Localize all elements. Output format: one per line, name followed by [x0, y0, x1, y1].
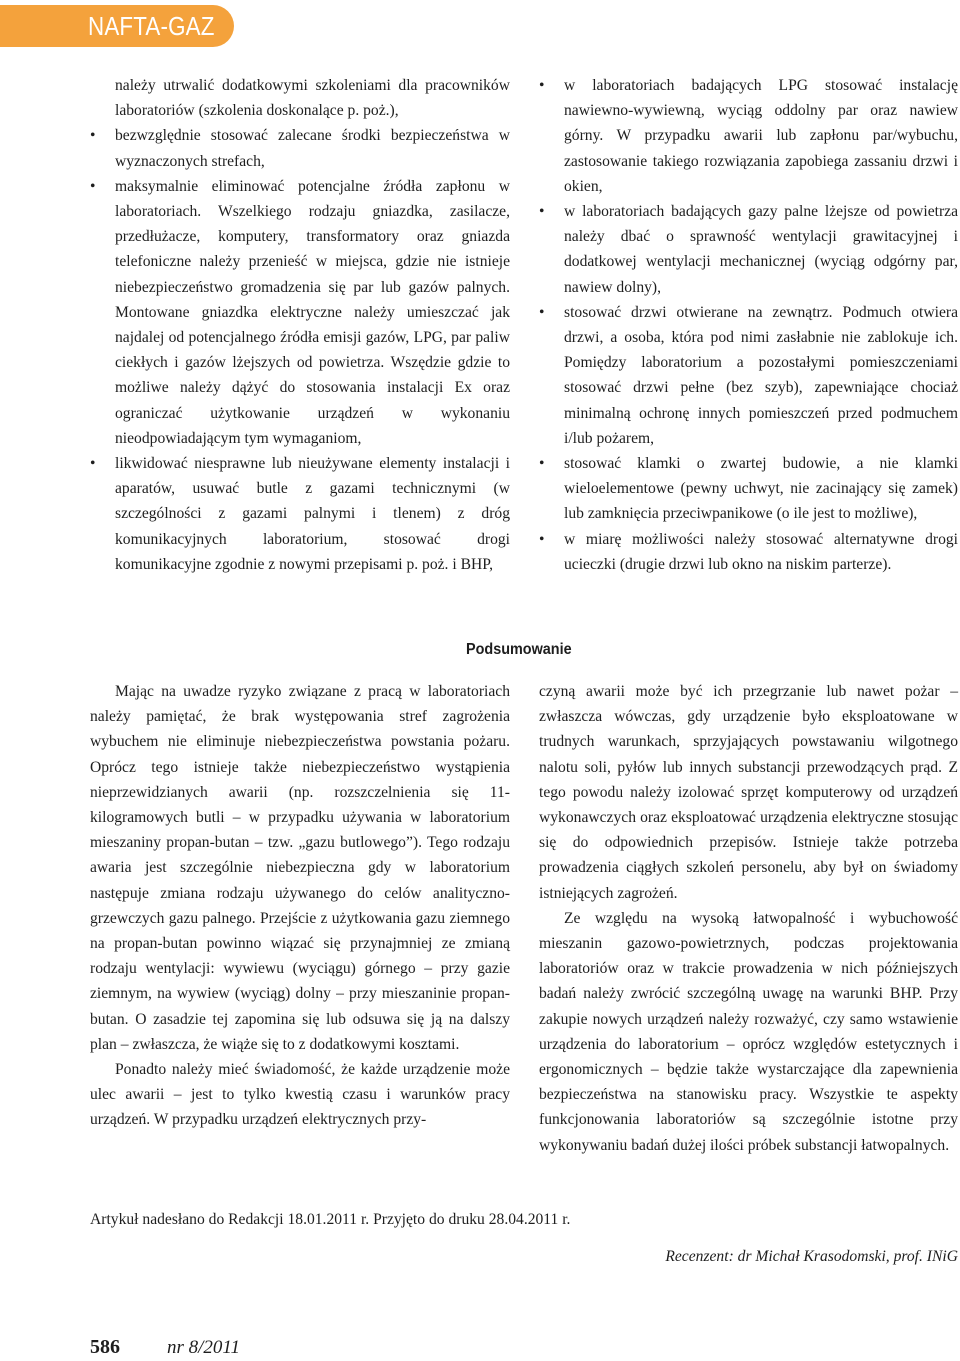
section-heading: Podsumowanie — [466, 641, 572, 658]
list-item: • bezwzględnie stosować zalecane środki bezpieczeństwa w wyznaczonych strefach, — [90, 123, 510, 173]
column-left-top — [90, 73, 510, 577]
column-right-bottom — [539, 679, 958, 1158]
journal-title: NAFTA-GAZ — [88, 11, 215, 41]
list-item: • stosować klamki o zwartej budowie, a nie klamki wieloelementowe (pewny uchwyt, nie zacinający się zamek) lub zamknięcia przeciwpanikowe (o ile jest to możliwe), — [539, 451, 958, 527]
column-right-top — [539, 73, 958, 577]
paragraph: Ponadto należy mieć świadomość, że każde urządzenie może ulec awarii – jest to tylko kwestią czasu i warunków pracy urządzeń. W przypadku urządzeń elektrycznych przy- — [90, 1061, 510, 1129]
list-item: • w miarę możliwości należy stosować alternatywne drogi ucieczki (drugie drzwi lub okno na niskim parterze). — [539, 527, 958, 577]
list-item: • likwidować niesprawne lub nieużywane elementy instalacji i aparatów, usuwać butle z gazami technicznymi (w szczególności z gazami palnymi i tlenem) z dróg komunikacyjnych laboratorium, stosować drogi komunikacyjne zgodnie z nowymi przepisami p. poż. i BHP, — [90, 451, 510, 577]
column-left-bottom — [90, 679, 510, 1133]
reviewer-note: Recenzent: dr Michał Krasodomski, prof. INiG — [665, 1248, 958, 1265]
list-item: • stosować drzwi otwierane na zewnątrz. Podmuch otwiera drzwi, a osoba, która pod nimi zasłabnie nie zablokuje ich. Pomiędzy laboratorium a pozostałymi pomieszczeniami stosować drzwi pełne (bez szyb), zapewniające chociaż minimalną ochronę innych pomieszczeń przed podmuchem i/lub pożarem, — [539, 300, 958, 451]
issue-number: nr 8/2011 — [167, 1337, 241, 1358]
bullet-list-left — [90, 123, 510, 577]
list-item: • w laboratoriach badających gazy palne lżejsze od powietrza należy dbać o sprawność wentylacji grawitacyjnej i dodatkowej wentylacji mechanicznej (wyciąg odgórny par, nawiew dolny), — [539, 199, 958, 300]
list-continuation: należy utrwalić dodatkowymi szkoleniami dla pracowników laboratoriów (szkolenia doskonalące p. poż.), — [115, 77, 510, 120]
submission-note: Artykuł nadesłano do Redakcji 18.01.2011 r. Przyjęto do druku 28.04.2011 r. — [90, 1211, 571, 1228]
page-number: 586 — [90, 1336, 120, 1358]
paragraph: Ze względu na wysoką łatwopalność i wybuchowość mieszanin gazowo-powietrznych, podczas projektowania laboratoriów oraz w trakcie prowadzenia w nich późniejszych badań należy zwrócić szczególną uwagę na warunki BHP. Przy zakupie nowych urządzeń należy rozważyć, czy samo wstawienie urządzenia do laboratorium – oprócz względów estetycznych i ergonomicznych – będzie także wystarczające dla zapewnienia bezpieczeństwa na stanowisku pracy. Wszystkie te aspekty funkcjonowania laboratoriów są szczególnie istotne przy wykonywaniu badań dużej ilości próbek substancji łatwopalnych. — [539, 909, 958, 1154]
bullet-list-right — [539, 73, 958, 577]
list-item: • w laboratoriach badających LPG stosować instalację nawiewno-wywiewną, wyciąg oddolny par oraz nawiew górny. W przypadku awarii lub zapłonu par/wybuchu, zastosowanie takiego rozwiązania zapobiega zassaniu drzwi i okien, — [539, 73, 958, 199]
list-item: • maksymalnie eliminować potencjalne źródła zapłonu w laboratoriach. Wszelkiego rodzaju gniazdka, zasilacze, przedłużacze, komputery, transformatory oraz gniazda telefoniczne należy przenieść w miejsca, gdzie nie istnieje niebezpieczeństwo gromadzenia się par lub gazów palnych. Montowane gniazdka elektryczne należy umieszczać jak najdalej od potencjalnego źródła emisji gazów, LPG, par paliw ciekłych i gazów lżejszych od powietrza. Wszędzie gdzie to możliwe należy dążyć do stosowania instalacji Ex oraz ograniczać użytkowanie urządzeń w wykonaniu nieodpowiadającym tym wymaganiom, — [90, 174, 510, 451]
paragraph: Mając na uwadze ryzyko związane z pracą w laboratoriach należy pamiętać, że brak występowania stref zagrożenia wybuchem nie eliminuje niebezpieczeństwa powstania pożaru. Oprócz tego istnieje także niebezpieczeństwo wystąpienia nieprzewidzianych awarii (np. rozszczelnienia się 11-kilogramowych butli – w przypadku używania w laboratorium mieszaniny propan-butan – tzw. „gazu butlowego”). Tego rodzaju awaria jest szczególnie niebezpieczna gdy w laboratorium następuje zmiana rodzaju używanego do celów analityczno-grzewczych gazu palnego. Przejście z użytkowania gazu ziemnego na propan-butan powinno wiązać się przynajmniej ze zmianą rodzaju wentylacji: wywiewu (wyciągu) górnego – przy gazie ziemnym, na wywiew (wyciąg) dolny – przy mieszaninie propan-butan. O zasadzie tej zapomina się lub odsuwa się ją na dalszy plan – zwłaszcza, że wiąże się to z dodatkowymi kosztami. — [90, 683, 510, 1053]
paragraph-continuation: czyną awarii może być ich przegrzanie lub nawet pożar – zwłaszcza wówczas, gdy urządzenie było eksploatowane w trudnych warunkach, sprzyjających powstawaniu wilgotnego nalotu soli, pyłów lub innych substancji przewodzących prąd. Z tego powodu należy izolować sprzęt komputerowy od urządzeń wykonawczych oraz eksploatować urządzenia elektryczne stosując się do odpowiednich przepisów. Istnieje także potrzeba prowadzenia ciągłych szkoleń personelu, aby był on świadomy istniejących zagrożeń. — [539, 683, 958, 902]
